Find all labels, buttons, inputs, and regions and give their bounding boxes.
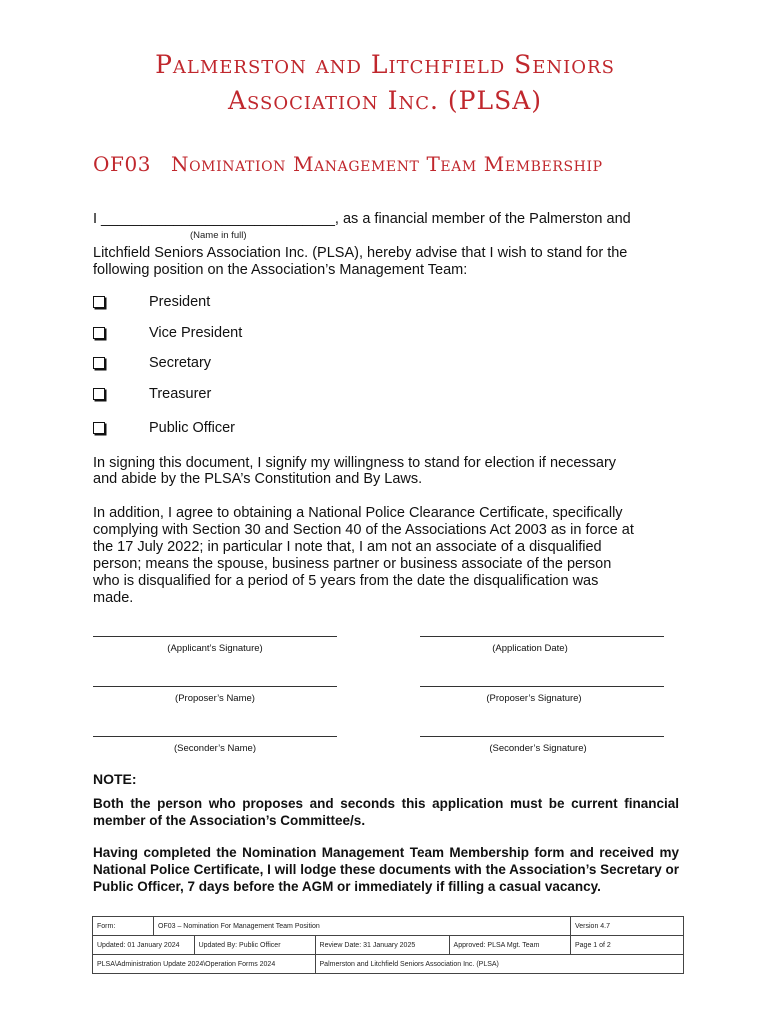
- seconder-signature-label: (Seconder’s Signature): [489, 743, 587, 754]
- position-label: Secretary: [149, 355, 212, 371]
- footer-review-date: Review Date: 31 January 2025: [315, 936, 449, 955]
- proposer-signature-line[interactable]: [420, 686, 664, 687]
- document-title-line-1: Palmerston and Litchfield Seniors: [155, 50, 615, 79]
- intro-line-2: Litchfield Seniors Association Inc. (PLSA), hereby advise that I wish to stand for the: [93, 245, 628, 261]
- checkbox-icon[interactable]: [93, 422, 105, 434]
- checkbox-icon[interactable]: [93, 357, 105, 369]
- note-paragraph-1: Both the person who proposes and seconds this application must be current financial member of the Association’s Committee/s.: [93, 796, 679, 828]
- proposer-name-line[interactable]: [93, 686, 337, 687]
- checkbox-icon[interactable]: [93, 327, 105, 339]
- position-label: Treasurer: [149, 386, 212, 402]
- proposer-signature-label: (Proposer’s Signature): [486, 693, 582, 704]
- footer-version: Version 4.7: [571, 917, 684, 936]
- application-date-line[interactable]: [420, 636, 664, 637]
- seconder-signature-line[interactable]: [420, 736, 664, 737]
- signing-line-2: and abide by the PLSA’s Constitution and By Laws.: [93, 471, 423, 487]
- footer-approved: Approved: PLSA Mgt. Team: [449, 936, 570, 955]
- note-paragraph-2: Having completed the Nomination Management Team Membership form and received my National Police Certificate, I will lodge these documents with the Association’s Secretary or Public Officer, 7 days before the AGM or immediately if filling a casual vacancy.: [93, 845, 679, 894]
- intro-line-1: I _____________________________, as a financial member of the Palmerston and: [93, 211, 631, 227]
- form-code: OF03: [93, 152, 152, 176]
- position-label: Vice President: [149, 325, 243, 341]
- footer-path: PLSA\Administration Update 2024\Operation Forms 2024: [93, 955, 316, 974]
- document-control-footer: [92, 916, 684, 974]
- position-label: President: [149, 294, 211, 310]
- document-title-line-2: Association Inc. (PLSA): [227, 86, 543, 115]
- form-name: Nomination Management Team Membership: [171, 152, 603, 176]
- form-heading: [93, 152, 603, 176]
- checkbox-icon[interactable]: [93, 296, 105, 308]
- application-date-label: (Application Date): [492, 643, 568, 654]
- footer-updated-by: Updated By: Public Officer: [194, 936, 315, 955]
- name-hint: (Name in full): [190, 230, 247, 241]
- footer-org: Palmerston and Litchfield Seniors Association Inc. (PLSA): [315, 955, 683, 974]
- police-clearance-line-1: In addition, I agree to obtaining a National Police Clearance Certificate, specifically: [93, 505, 623, 521]
- footer-updated: Updated: 01 January 2024: [93, 936, 195, 955]
- signing-line-1: In signing this document, I signify my willingness to stand for election if necessary: [93, 455, 617, 471]
- position-label: Public Officer: [149, 420, 235, 436]
- applicant-signature-label: (Applicant’s Signature): [167, 643, 263, 654]
- checkbox-icon[interactable]: [93, 388, 105, 400]
- police-clearance-line-6: made.: [93, 590, 134, 606]
- police-clearance-line-3: the 17 July 2022; in particular I note that, I am not an associate of a disqualified: [93, 539, 602, 555]
- police-clearance-line-5: who is disqualified for a period of 5 years from the date the disqualification was: [93, 573, 599, 589]
- intro-line-3: following position on the Association’s Management Team:: [93, 262, 468, 278]
- police-clearance-line-4: person; means the spouse, business partner or business associate of the person: [93, 556, 612, 572]
- applicant-signature-line[interactable]: [93, 636, 337, 637]
- note-heading: NOTE:: [93, 771, 137, 787]
- seconder-name-label: (Seconder’s Name): [173, 743, 257, 754]
- seconder-name-line[interactable]: [93, 736, 337, 737]
- police-clearance-line-2: complying with Section 30 and Section 40 of the Associations Act 2003 as in force at: [93, 522, 634, 538]
- proposer-name-label: (Proposer’s Name): [175, 693, 255, 704]
- footer-page: Page 1 of 2: [571, 936, 684, 955]
- footer-form-value: OF03 – Nomination For Management Team Position: [154, 917, 571, 936]
- footer-form-label: Form:: [93, 917, 154, 936]
